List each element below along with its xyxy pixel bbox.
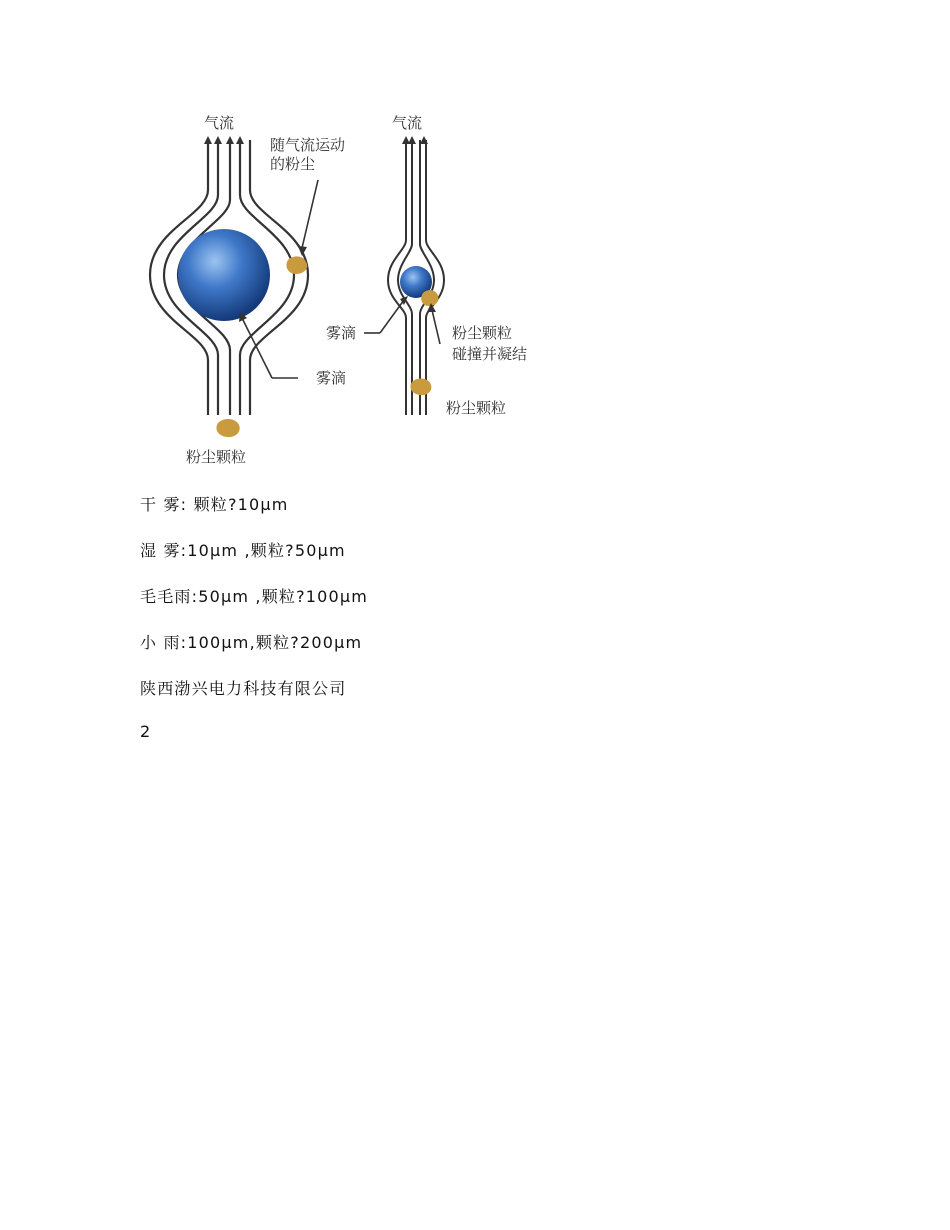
page-number: 2 — [140, 722, 152, 741]
drizzle-line: 毛毛雨:50μm ,颗粒?100μm — [140, 587, 369, 606]
left-arrowheads — [204, 136, 244, 144]
light-rain-line: 小 雨:100μm,颗粒?200μm — [140, 633, 363, 652]
right-dust-particle-label: 粉尘颗粒 — [446, 399, 507, 417]
left-arrowhead-2 — [214, 136, 222, 144]
right-collision-label-2: 碰撞并凝结 — [452, 345, 528, 363]
left-dust-follow-label-2: 的粉尘 — [270, 155, 316, 173]
dust-droplet-diagram — [140, 100, 560, 480]
right-arrowheads — [402, 136, 428, 144]
left-droplet-pointer — [242, 318, 272, 378]
company-name: 陕西渤兴电力科技有限公司 — [140, 679, 347, 698]
left-droplet-label: 雾滴 — [316, 369, 347, 387]
left-airflow-label: 气流 — [204, 114, 235, 132]
right-droplet-label: 雾滴 — [326, 324, 357, 342]
right-droplet-pointer — [380, 300, 404, 333]
right-airflow-label: 气流 — [392, 114, 423, 132]
left-moving-dust — [286, 256, 307, 274]
left-arrowhead-4 — [236, 136, 244, 144]
left-dust-particle-label: 粉尘颗粒 — [186, 448, 247, 466]
diagram-svg — [140, 100, 560, 480]
left-arrowhead-3 — [226, 136, 234, 144]
left-dust-arrow — [302, 180, 318, 248]
left-arrowhead-1 — [204, 136, 212, 144]
right-dust-particle — [410, 378, 431, 395]
right-arrowhead-2 — [408, 136, 416, 144]
left-dust-particle — [216, 419, 239, 437]
right-collision-dust — [421, 290, 438, 306]
left-dust-follow-label-1: 随气流运动 — [270, 136, 346, 154]
left-droplet — [178, 229, 270, 321]
right-collision-label-1: 粉尘颗粒 — [452, 324, 513, 342]
wet-fog-line: 湿 雾:10μm ,颗粒?50μm — [140, 541, 346, 560]
right-collision-pointer — [432, 310, 440, 344]
left-dust-arrowhead — [298, 246, 307, 256]
dry-fog-line: 干 雾: 颗粒?10μm — [140, 495, 289, 514]
